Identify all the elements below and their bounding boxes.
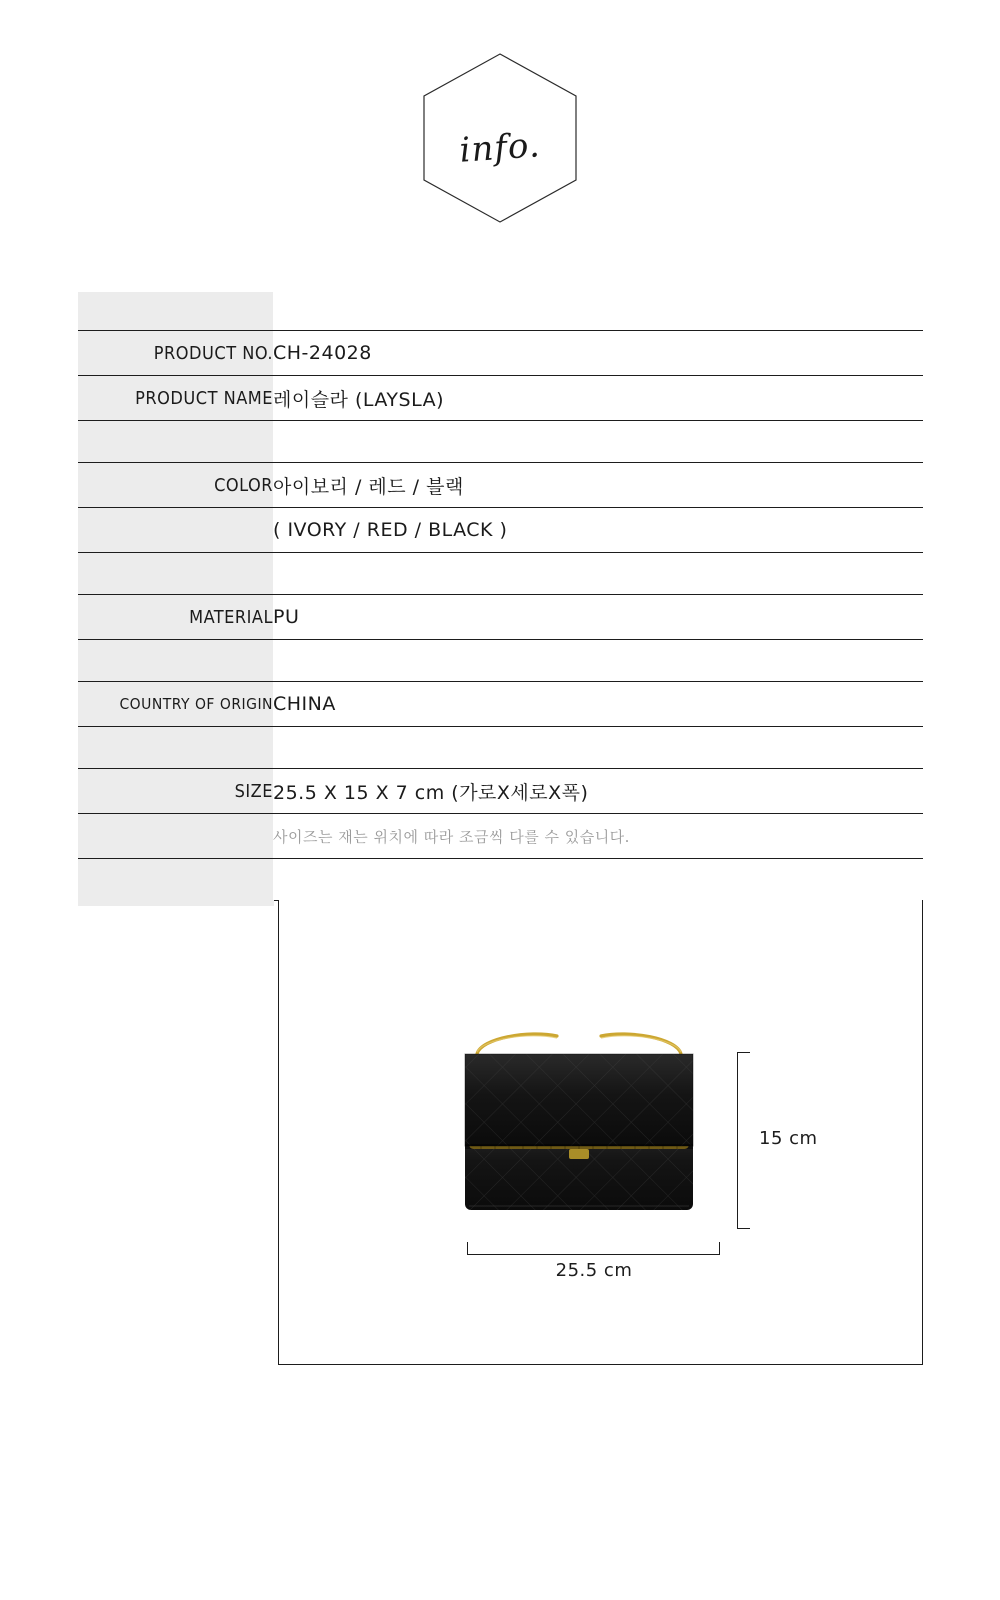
spec-table-row — [78, 331, 923, 376]
spec-row-label — [78, 553, 273, 595]
spec-row-label: COLOR — [78, 463, 273, 508]
spec-row-label — [78, 421, 273, 463]
spec-row-label: MATERIAL — [78, 595, 273, 640]
spec-table-row — [78, 421, 923, 463]
spec-row-label — [78, 859, 273, 901]
height-dimension-line — [737, 1052, 750, 1229]
spec-row-value: 아이보리 / 레드 / 블랙 — [273, 463, 923, 508]
spec-row-value — [273, 859, 923, 901]
spec-table-row — [78, 508, 923, 553]
spec-row-value — [273, 727, 923, 769]
spec-row-value — [273, 421, 923, 463]
spec-table-row — [78, 769, 923, 814]
spec-row-value: CH-24028 — [273, 331, 923, 376]
panel-left-grey-strip — [78, 900, 274, 906]
spec-row-label — [78, 508, 273, 553]
spec-row-label — [78, 814, 273, 859]
table-header-tab — [78, 292, 273, 330]
spec-table — [78, 330, 923, 901]
spec-row-value: 25.5 X 15 X 7 cm (가로X세로X폭) — [273, 769, 923, 814]
spec-row-value: PU — [273, 595, 923, 640]
bag-illustration — [429, 1030, 729, 1230]
spec-row-label — [78, 727, 273, 769]
spec-table-row — [78, 682, 923, 727]
spec-row-value: CHINA — [273, 682, 923, 727]
spec-table-row — [78, 463, 923, 508]
spec-row-value — [273, 553, 923, 595]
width-dimension-line — [467, 1242, 720, 1255]
spec-table-row — [78, 595, 923, 640]
spec-table-row — [78, 640, 923, 682]
spec-row-value: ( IVORY / RED / BLACK ) — [273, 508, 923, 553]
header-section — [0, 0, 1000, 280]
spec-table-row — [78, 859, 923, 901]
spec-row-label — [78, 640, 273, 682]
height-dimension-label: 15 cm — [759, 1128, 818, 1149]
spec-row-label: COUNTRY OF ORIGIN — [78, 682, 273, 727]
product-image-panel — [278, 900, 923, 1365]
spec-row-label: SIZE — [78, 769, 273, 814]
spec-table-row — [78, 376, 923, 421]
spec-row-label: PRODUCT NAME — [78, 376, 273, 421]
spec-row-value: 레이슬라 (LAYSLA) — [273, 376, 923, 421]
spec-table-row — [78, 553, 923, 595]
spec-table-row — [78, 727, 923, 769]
spec-row-value — [273, 640, 923, 682]
width-dimension-label: 25.5 cm — [555, 1260, 633, 1281]
spec-row-label: PRODUCT NO. — [78, 331, 273, 376]
info-badge-label: info. — [458, 125, 542, 171]
spec-table-row — [78, 814, 923, 859]
quilted-chain-bag-icon — [429, 1030, 729, 1230]
spec-row-value: 사이즈는 재는 위치에 따라 조금씩 다를 수 있습니다. — [273, 814, 923, 859]
